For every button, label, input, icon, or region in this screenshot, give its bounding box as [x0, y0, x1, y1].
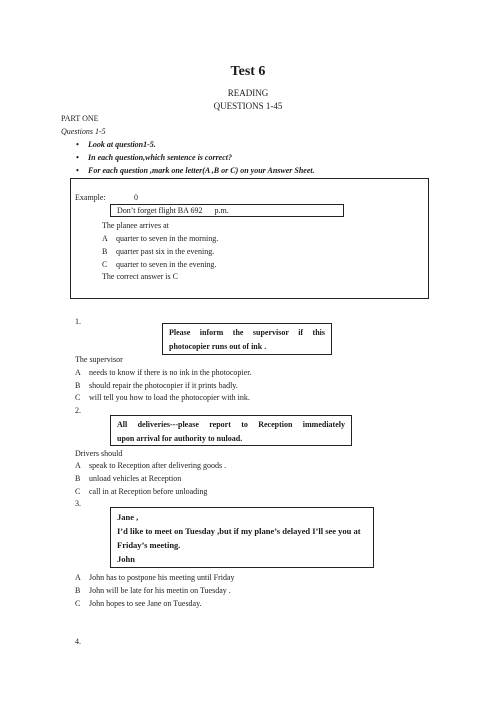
part-label: PART ONE [61, 114, 99, 123]
instruction-2: • In each question,which sentence is correct? [76, 153, 233, 162]
question-1-option-b: B should repair the photocopier if it prints badly. [75, 381, 238, 390]
question-2-number: 2. [75, 406, 81, 415]
example-option-a: A quarter to seven in the morning. [102, 234, 219, 243]
question-3-option-c: C John hopes to see Jane on Tuesday. [75, 599, 202, 608]
example-option-c: C quarter to seven in the evening. [102, 260, 217, 269]
bullet-icon: • [76, 140, 79, 149]
questions-range: QUESTIONS 1-45 [213, 101, 283, 111]
instruction-1: • Look at question1-5. [76, 140, 156, 149]
bullet-icon: • [76, 153, 79, 162]
questions-label: Questions 1-5 [61, 127, 106, 136]
question-1-option-a: A needs to know if there is no ink in the photocopier. [75, 368, 252, 377]
bullet-icon: • [76, 166, 79, 175]
question-2-option-a: A speak to Reception after delivering goods . [75, 461, 227, 470]
page-title: Test 6 [230, 64, 266, 79]
example-label: Example: [75, 193, 106, 202]
question-2-stem: Drivers should [75, 449, 123, 458]
example-notice: Don’t forget flight BA 692 p.m. [110, 204, 344, 217]
question-3-option-b: B John will be late for his meetin on Tuesday . [75, 586, 231, 595]
example-stem: The planee arrives at [102, 221, 169, 230]
question-1-number: 1. [75, 317, 81, 326]
question-2-option-b: B unload vehicles at Reception [75, 474, 182, 483]
question-3-notice: Jane , I’d like to meet on Tuesday ,but if my plane’s delayed I’ll see you at Friday’s meeting. John [110, 507, 374, 568]
question-3-option-a: A John has to postpone his meeting until Friday [75, 573, 235, 582]
question-2-notice: All deliveries---please report to Reception immediately upon arrival for authority to nuload. [110, 415, 352, 446]
question-1-stem: The supervisor [75, 355, 123, 364]
question-1-option-c: C will tell you how to load the photocopier with ink. [75, 393, 250, 402]
example-number: 0 [134, 193, 138, 202]
question-2-option-c: C call in at Reception before unloading [75, 487, 208, 496]
question-3-number: 3. [75, 499, 81, 508]
question-4-number: 4. [75, 637, 81, 646]
example-answer: The correct answer is C [102, 272, 178, 281]
question-1-notice: Please inform the supervisor if this photocopier runs out of ink . [162, 323, 332, 355]
example-option-b: B quarter past six in the evening. [102, 247, 215, 256]
section-heading: READING [227, 88, 269, 98]
instruction-3: • For each question ,mark one letter(A ,B or C) on your Answer Sheet. [76, 166, 315, 175]
